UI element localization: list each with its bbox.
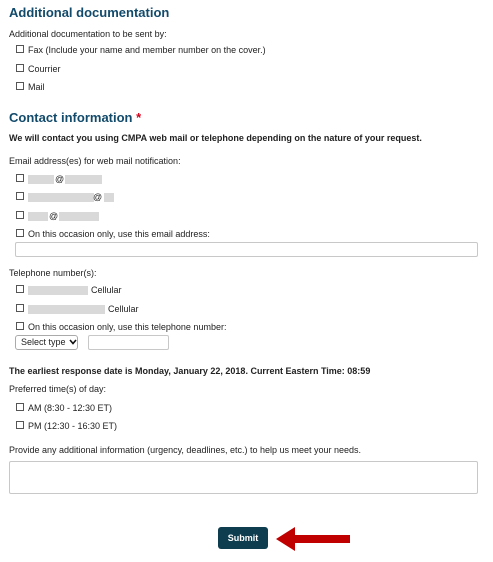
email-3-checkbox[interactable] [16,211,24,219]
additional-documentation-heading: Additional documentation [9,5,170,20]
required-mark: * [136,110,142,125]
red-arrow-icon [276,526,352,554]
phone-type-select-value: Select type [21,337,66,347]
phone-label: Telephone number(s): [9,268,97,278]
email-other-label: On this occasion only, use this email address: [28,229,210,239]
email-1-checkbox[interactable] [16,174,24,182]
fax-checkbox[interactable] [16,45,24,53]
courrier-checkbox[interactable] [16,64,24,72]
contact-information-heading [9,110,141,125]
phone-1-checkbox[interactable] [16,285,24,293]
additional-documentation-prompt: Additional documentation to be sent by: [9,29,167,39]
email-other-checkbox[interactable] [16,229,24,237]
contact-notice: We will contact you using CMPA web mail or telephone depending on the nature of your request. [9,133,422,143]
time-am-checkbox[interactable] [16,403,24,411]
email-2-at: @ [93,192,103,202]
preferred-time-label: Preferred time(s) of day: [9,384,107,394]
phone-2-type: Cellular [108,304,139,314]
phone-other-label: On this occasion only, use this telephone number: [28,322,227,332]
fax-label: Fax (Include your name and member number on the cover.) [28,45,266,55]
earliest-response-text: The earliest response date is Monday, January 22, 2018. Current Eastern Time: 08:59 [9,366,371,376]
additional-info-label: Provide any additional information (urgency, deadlines, etc.) to help us meet your needs. [9,445,362,455]
time-am-label: AM (8:30 - 12:30 ET) [28,403,113,413]
submit-button[interactable]: Submit [218,527,268,549]
time-pm-checkbox[interactable] [16,421,24,429]
email-label: Email address(es) for web mail notification: [9,156,181,166]
additional-info-textarea[interactable] [9,461,478,494]
phone-2-redacted-number [28,305,105,314]
email-2-redacted-user [28,193,94,202]
email-other-input[interactable] [15,242,478,257]
email-3-redacted-domain [59,212,99,221]
phone-other-input[interactable] [88,335,169,350]
phone-1-type: Cellular [91,285,122,295]
email-2-checkbox[interactable] [16,192,24,200]
email-1-redacted-domain [65,175,102,184]
phone-2-checkbox[interactable] [16,304,24,312]
email-1-at: @ [55,174,65,184]
chevron-down-icon [69,336,77,349]
email-3-at: @ [49,211,59,221]
contact-heading-text: Contact information [9,110,133,125]
phone-1-redacted-number [28,286,88,295]
email-3-redacted-user [28,212,48,221]
email-2-redacted-domain [104,193,114,202]
time-pm-label: PM (12:30 - 16:30 ET) [28,421,118,431]
mail-label: Mail [28,82,45,92]
courrier-label: Courrier [28,64,61,74]
email-1-redacted-user [28,175,54,184]
phone-type-select[interactable] [15,335,78,350]
mail-checkbox[interactable] [16,82,24,90]
phone-other-checkbox[interactable] [16,322,24,330]
